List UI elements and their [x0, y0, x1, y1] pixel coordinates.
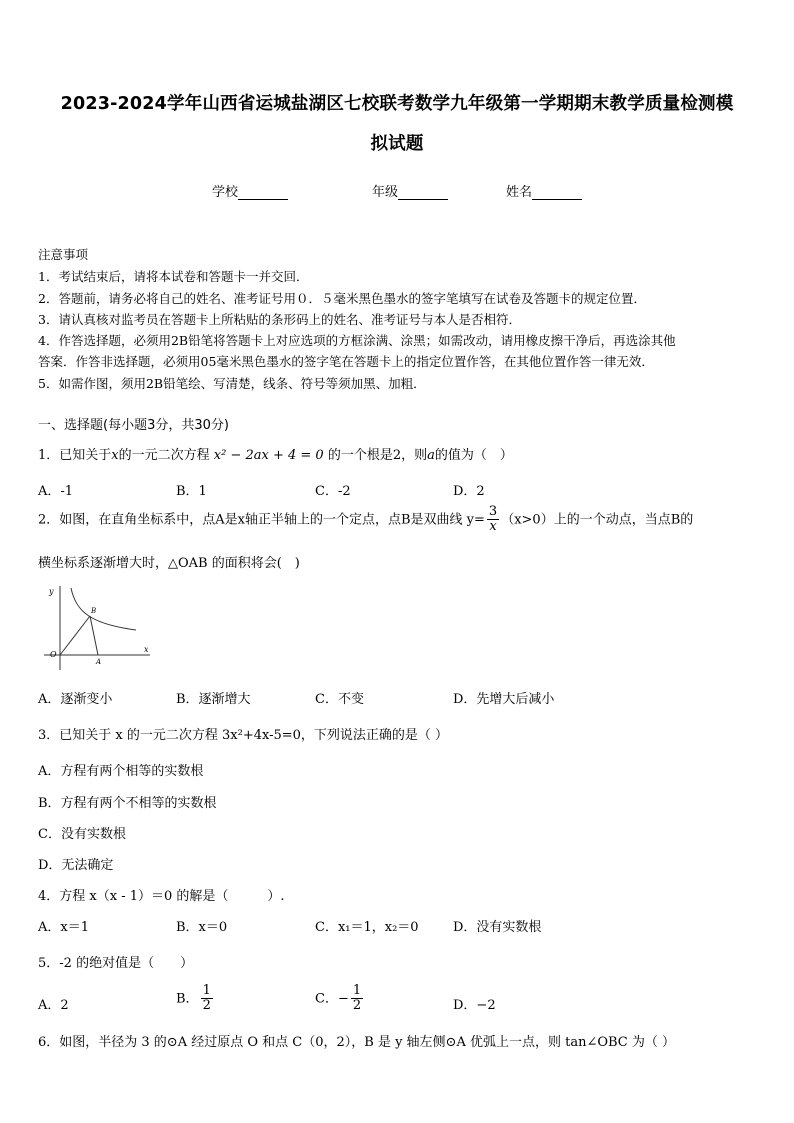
q1-equation: x² − 2ax + 4 = 0 — [213, 448, 324, 463]
note-item: 5．如需作图，须用2B铅笔绘、写清楚，线条、符号等须加黑、加粗． — [38, 376, 426, 391]
q5-option-d[interactable]: D．−2 — [453, 998, 496, 1013]
note-item: 答案．作答非选择题，必须用05毫米黑色墨水的签字笔在答题卡上的指定位置作答，在其他位置作答一律无效． — [38, 354, 654, 369]
q5-b-fraction — [201, 984, 213, 1014]
q5-c-fraction — [351, 984, 363, 1014]
q5-option-a[interactable]: A．2 — [38, 998, 69, 1013]
q1-option-d[interactable]: D．2 — [453, 484, 485, 499]
q1-option-c[interactable]: C．-2 — [315, 484, 351, 499]
section-heading: 一、选择题(每小题3分，共30分) — [38, 418, 229, 433]
question-6: 6．如图，半径为 3 的⊙A 经过原点 O 和点 C（0，2），B 是 y 轴左侧⊙A 优弧上一点，则 tan∠OBC 为（ ） — [38, 1035, 676, 1050]
q4-option-c[interactable]: C．x₁＝1，x₂＝0 — [315, 920, 419, 935]
segment-ab — [90, 616, 98, 655]
q5-option-c-label: C．− — [315, 991, 349, 1007]
note-item: 4．作答选择题，必须用2B铅笔将答题卡上对应选项的方框涂满、涂黑；如需改动，请用橡皮擦干净后，再选涂其他 — [38, 333, 676, 348]
hyperbola-curve — [71, 588, 136, 630]
q1-text-post: 的一个根是2，则 — [327, 448, 428, 463]
note-item: 2．答题前，请务必将自己的姓名、准考证号用０．５毫米黑色墨水的签字笔填写在试卷及答题卡的规定位置． — [38, 291, 646, 306]
q1-var-a: a — [427, 448, 435, 463]
q3-option-a[interactable]: A．方程有两个相等的实数根 — [38, 764, 204, 779]
q2-option-a[interactable]: A．逐渐变小 — [38, 692, 113, 707]
notes-heading: 注意事项 — [38, 247, 89, 262]
q2-text-pre: 2．如图，在直角坐标系中，点A是x轴正半轴上的一个定点，点B是双曲线 y= — [38, 512, 485, 528]
grade-label: 年级 — [372, 185, 399, 200]
q2-frac-denominator: x — [489, 519, 497, 535]
name-label: 姓名 — [506, 185, 533, 200]
document-title-line1: 2023-2024学年山西省运城盐湖区七校联考数学九年级第一学期期末教学质量检测模 — [60, 94, 734, 114]
segment-ob — [60, 616, 90, 655]
q5-c-numerator: 1 — [352, 983, 362, 998]
question-1 — [38, 444, 513, 463]
q5-option-b[interactable] — [176, 984, 215, 1014]
q2-text-post: （x>0）上的一个动点，当点B的 — [501, 512, 694, 528]
grade-blank — [398, 186, 448, 200]
question-5: 5．-2 的绝对值是（ ） — [38, 956, 194, 971]
q2-option-b[interactable]: B．逐渐增大 — [176, 692, 251, 707]
q5-b-numerator: 1 — [202, 983, 211, 998]
q5-c-denominator: 2 — [352, 998, 362, 1014]
q1-option-b[interactable]: B．1 — [176, 484, 207, 499]
name-field[interactable] — [506, 181, 582, 200]
point-b-label: B — [91, 607, 97, 615]
x-axis-label: x — [144, 645, 149, 654]
q1-text-mid: 的一元二次方程 — [118, 448, 210, 463]
q2-option-d[interactable]: D．先增大后减小 — [453, 692, 555, 707]
q5-option-c[interactable] — [315, 984, 365, 1014]
q4-option-a[interactable]: A．x＝1 — [38, 920, 89, 935]
q4-option-d[interactable]: D．没有实数根 — [453, 920, 542, 935]
q3-option-b[interactable]: B．方程有两个不相等的实数根 — [38, 796, 217, 811]
q1-text-tail: 的值为（ ） — [434, 448, 513, 463]
note-item: 1．考试结束后，请将本试卷和答题卡一并交回． — [38, 269, 309, 284]
y-axis-label: y — [49, 587, 54, 596]
point-a-label: A — [96, 658, 102, 666]
q4-option-b[interactable]: B．x＝0 — [176, 920, 228, 935]
q2-fraction — [487, 505, 499, 535]
school-field[interactable] — [212, 181, 288, 200]
name-blank — [532, 186, 582, 200]
question-4: 4．方程 x（x - 1）＝0 的解是（ ）. — [38, 889, 285, 904]
q2-frac-numerator: 3 — [488, 504, 498, 519]
grade-field[interactable] — [372, 181, 448, 200]
origin-label: O — [50, 650, 57, 659]
q1-var-x: x — [111, 448, 119, 463]
q2-figure — [36, 582, 156, 676]
q3-option-c[interactable]: C．没有实数根 — [38, 827, 126, 842]
document-title-line2: 拟试题 — [370, 134, 424, 154]
question-2-line1 — [38, 505, 693, 535]
school-label: 学校 — [212, 185, 239, 200]
school-blank — [238, 186, 288, 200]
q5-option-b-label: B． — [176, 991, 199, 1007]
note-item: 3．请认真核对监考员在答题卡上所粘贴的条形码上的姓名、准考证号与本人是否相符． — [38, 312, 521, 327]
q2-option-c[interactable]: C．不变 — [315, 692, 364, 707]
question-3: 3．已知关于 x 的一元二次方程 3x²+4x-5=0，下列说法正确的是（ ） — [38, 728, 449, 743]
q1-option-a[interactable]: A．-1 — [38, 484, 74, 499]
hyperbola-graph — [36, 582, 156, 672]
q1-text-pre: 1．已知关于 — [38, 448, 112, 463]
q5-b-denominator: 2 — [202, 998, 211, 1014]
question-2-line2: 横坐标系逐渐增大时，△OAB 的面积将会( ) — [38, 556, 300, 571]
q3-option-d[interactable]: D．无法确定 — [38, 858, 114, 873]
